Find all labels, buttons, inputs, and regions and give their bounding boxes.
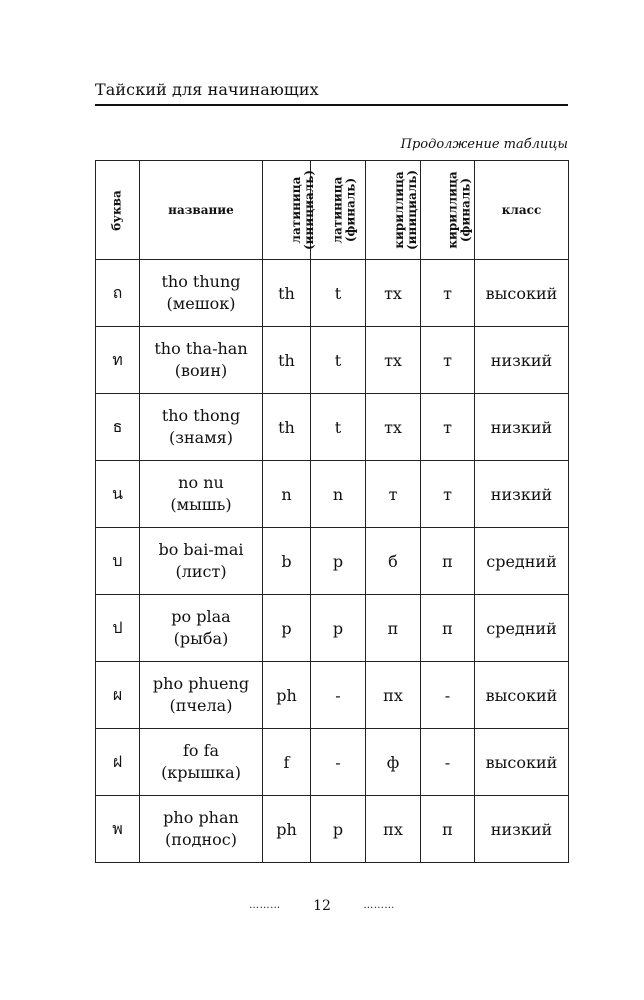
letter-name	[140, 327, 263, 394]
latin-final: -	[311, 662, 366, 729]
latin-final: p	[311, 796, 366, 863]
header-cyrillic-final	[421, 161, 475, 260]
letter-name	[140, 528, 263, 595]
table-row	[96, 260, 569, 327]
cyrillic-initial: тх	[366, 327, 421, 394]
table-row	[96, 595, 569, 662]
thai-letter: ธ	[96, 394, 140, 461]
letter-name-russian: (мышь)	[170, 495, 232, 514]
letter-name-russian: (лист)	[175, 562, 227, 581]
footer-dots-right: ………	[363, 900, 395, 911]
letter-name-latin: no nu	[178, 473, 224, 492]
cyrillic-final: т	[421, 260, 475, 327]
header-latin-initial-line1: латиница	[289, 176, 304, 244]
table-row	[96, 327, 569, 394]
latin-final: t	[311, 260, 366, 327]
header-cyrillic-initial	[366, 161, 421, 260]
letter-name-latin: fo fa	[182, 741, 220, 760]
header-cyrillic-initial-line2: (инициаль)	[405, 169, 420, 251]
latin-initial: ph	[263, 662, 311, 729]
letter-name-latin: po plaa	[171, 607, 231, 626]
page-footer	[0, 898, 644, 914]
header-latin-final-line1: латиница	[330, 176, 345, 244]
consonant-class: высокий	[475, 662, 569, 729]
thai-letter: ฝ	[96, 729, 140, 796]
cyrillic-initial: ф	[366, 729, 421, 796]
letter-name-russian: (поднос)	[165, 830, 237, 849]
table-row	[96, 528, 569, 595]
letter-name-latin: tho thong	[161, 406, 241, 425]
header-latin-initial	[263, 161, 317, 260]
latin-initial: b	[263, 528, 311, 595]
cyrillic-final: п	[421, 796, 475, 863]
letter-name	[140, 260, 263, 327]
page-number: 12	[313, 898, 331, 914]
latin-initial: ph	[263, 796, 311, 863]
header-name: название	[140, 161, 263, 260]
header-class: класс	[475, 161, 569, 260]
consonant-class: средний	[475, 595, 569, 662]
table-row	[96, 729, 569, 796]
header-latin-final-line2: (финаль)	[343, 177, 358, 243]
latin-final: -	[311, 729, 366, 796]
letter-name-latin: pho phan	[163, 808, 239, 827]
table-row	[96, 796, 569, 863]
consonant-class: высокий	[475, 260, 569, 327]
table-header-row	[96, 161, 569, 260]
letter-name-latin: tho tha-han	[154, 339, 248, 358]
header-letter-label: буква	[110, 190, 124, 231]
consonant-class: низкий	[475, 796, 569, 863]
latin-final: n	[311, 461, 366, 528]
letter-name-russian: (мешок)	[166, 294, 236, 313]
letter-name	[140, 595, 263, 662]
cyrillic-initial: б	[366, 528, 421, 595]
cyrillic-final: -	[421, 662, 475, 729]
cyrillic-final: т	[421, 394, 475, 461]
letter-name-russian: (воин)	[174, 361, 228, 380]
thai-letter: พ	[96, 796, 140, 863]
latin-initial: th	[263, 260, 311, 327]
cyrillic-final: п	[421, 595, 475, 662]
footer-dots-left: ………	[249, 900, 281, 911]
header-cyrillic-final-line1: кириллица	[445, 171, 460, 249]
consonant-class: низкий	[475, 461, 569, 528]
letter-name-russian: (пчела)	[169, 696, 233, 715]
cyrillic-initial: т	[366, 461, 421, 528]
latin-final: p	[311, 528, 366, 595]
thai-letter: ป	[96, 595, 140, 662]
header-rule	[95, 104, 568, 106]
header-cyrillic-final-line2: (финаль)	[458, 177, 473, 243]
consonant-class: низкий	[475, 394, 569, 461]
latin-initial: th	[263, 327, 311, 394]
thai-letter: น	[96, 461, 140, 528]
cyrillic-final: п	[421, 528, 475, 595]
consonant-class: средний	[475, 528, 569, 595]
thai-letter: บ	[96, 528, 140, 595]
latin-final: p	[311, 595, 366, 662]
thai-alphabet-table	[95, 160, 569, 863]
table-row	[96, 394, 569, 461]
letter-name	[140, 662, 263, 729]
running-head: Тайский для начинающих	[95, 80, 319, 99]
cyrillic-final: т	[421, 327, 475, 394]
latin-initial: th	[263, 394, 311, 461]
latin-final: t	[311, 394, 366, 461]
table-continued-label: Продолжение таблицы	[400, 137, 568, 152]
letter-name-latin: pho phueng	[152, 674, 250, 693]
cyrillic-final: -	[421, 729, 475, 796]
header-latin-initial-line2: (инициаль)	[302, 169, 317, 251]
table-row	[96, 662, 569, 729]
header-cyrillic-initial-line1: кириллица	[392, 171, 407, 249]
letter-name	[140, 394, 263, 461]
header-letter	[96, 161, 140, 260]
letter-name	[140, 461, 263, 528]
cyrillic-initial: тх	[366, 260, 421, 327]
letter-name-latin: tho thung	[161, 272, 241, 291]
cyrillic-initial: пх	[366, 662, 421, 729]
header-latin-final	[311, 161, 366, 260]
latin-initial: p	[263, 595, 311, 662]
letter-name-russian: (рыба)	[173, 629, 229, 648]
cyrillic-initial: пх	[366, 796, 421, 863]
table-row	[96, 461, 569, 528]
cyrillic-initial: п	[366, 595, 421, 662]
latin-final: t	[311, 327, 366, 394]
letter-name	[140, 796, 263, 863]
letter-name-latin: bo bai-mai	[158, 540, 244, 559]
letter-name-russian: (крышка)	[161, 763, 241, 782]
latin-initial: n	[263, 461, 311, 528]
thai-letter: ท	[96, 327, 140, 394]
consonant-class: низкий	[475, 327, 569, 394]
letter-name	[140, 729, 263, 796]
cyrillic-initial: тх	[366, 394, 421, 461]
consonant-class: высокий	[475, 729, 569, 796]
thai-letter: ถ	[96, 260, 140, 327]
thai-letter: ผ	[96, 662, 140, 729]
latin-initial: f	[263, 729, 311, 796]
cyrillic-final: т	[421, 461, 475, 528]
letter-name-russian: (знамя)	[169, 428, 233, 447]
